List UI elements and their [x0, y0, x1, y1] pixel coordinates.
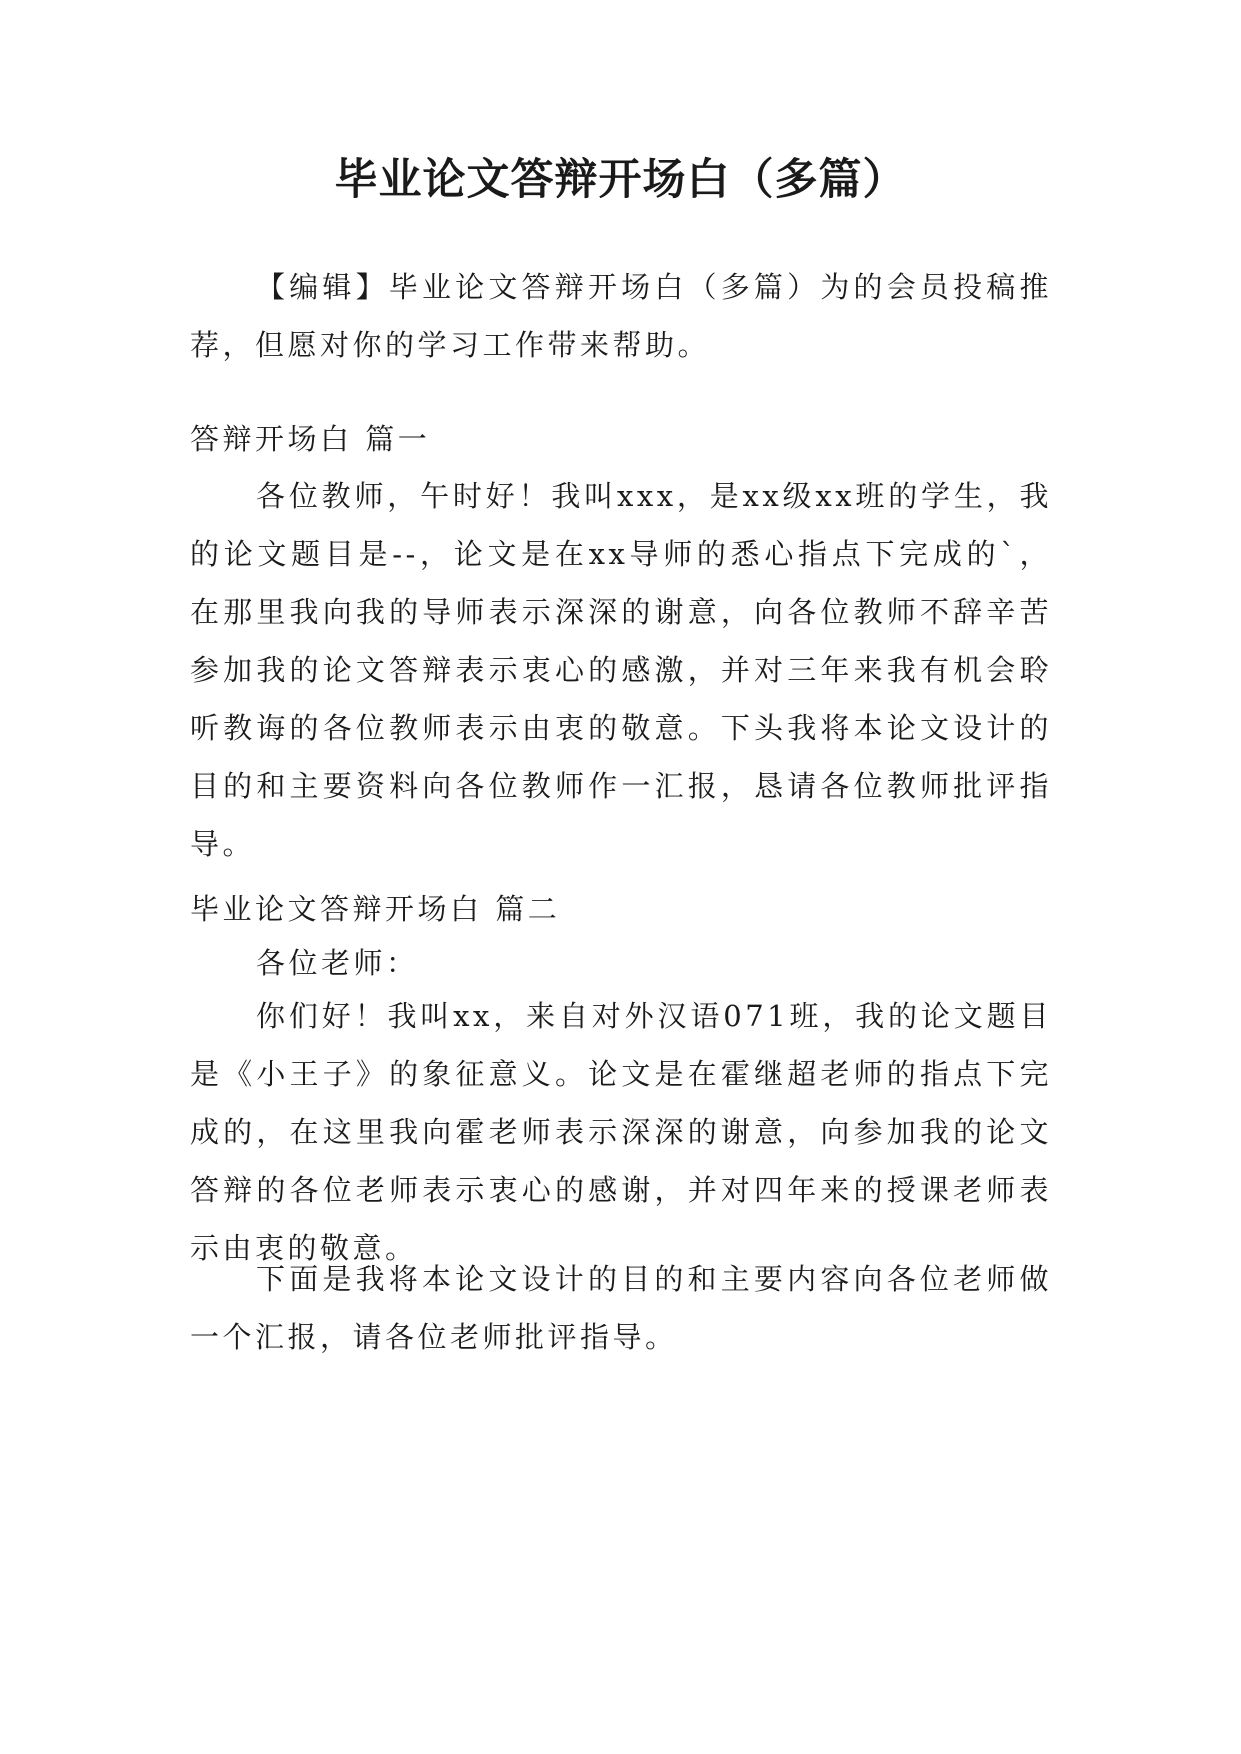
section-2-paragraph-2: 下面是我将本论文设计的目的和主要内容向各位老师做一个汇报，请各位老师批评指导。 [190, 1262, 1052, 1354]
section-1-heading: 答辩开场白 篇一 [190, 422, 431, 456]
section-2-greeting: 各位老师： [256, 946, 419, 980]
section-2-heading: 毕业论文答辩开场白 篇二 [190, 892, 561, 926]
intro-paragraph: 【编辑】毕业论文答辩开场白（多篇）为的会员投稿推荐，但愿对你的学习工作带来帮助。 [190, 270, 1052, 362]
section-2-paragraph-1: 你们好！我叫xx，来自对外汉语071班，我的论文题目是《小王子》的象征意义。论文是在霍继超老师的指点下完成的，在这里我向霍老师表示深深的谢意，向参加我的论文答辩的各位老师表示衷心的感谢，并对四年来的授课老师表示由衷的敬意。 [190, 999, 1052, 1265]
document-title: 毕业论文答辩开场白（多篇） [334, 155, 907, 205]
section-1-paragraph: 各位教师，午时好！我叫xxx，是xx级xx班的学生，我的论文题目是--，论文是在xx导师的悉心指点下完成的`，在那里我向我的导师表示深深的谢意，向各位教师不辞辛苦参加我的论文答辩表示衷心的感激，并对三年来我有机会聆听教诲的各位教师表示由衷的敬意。下头我将本论文设计的目的和主要资料向各位教师作一汇报，恳请各位教师批评指导。 [190, 479, 1052, 861]
